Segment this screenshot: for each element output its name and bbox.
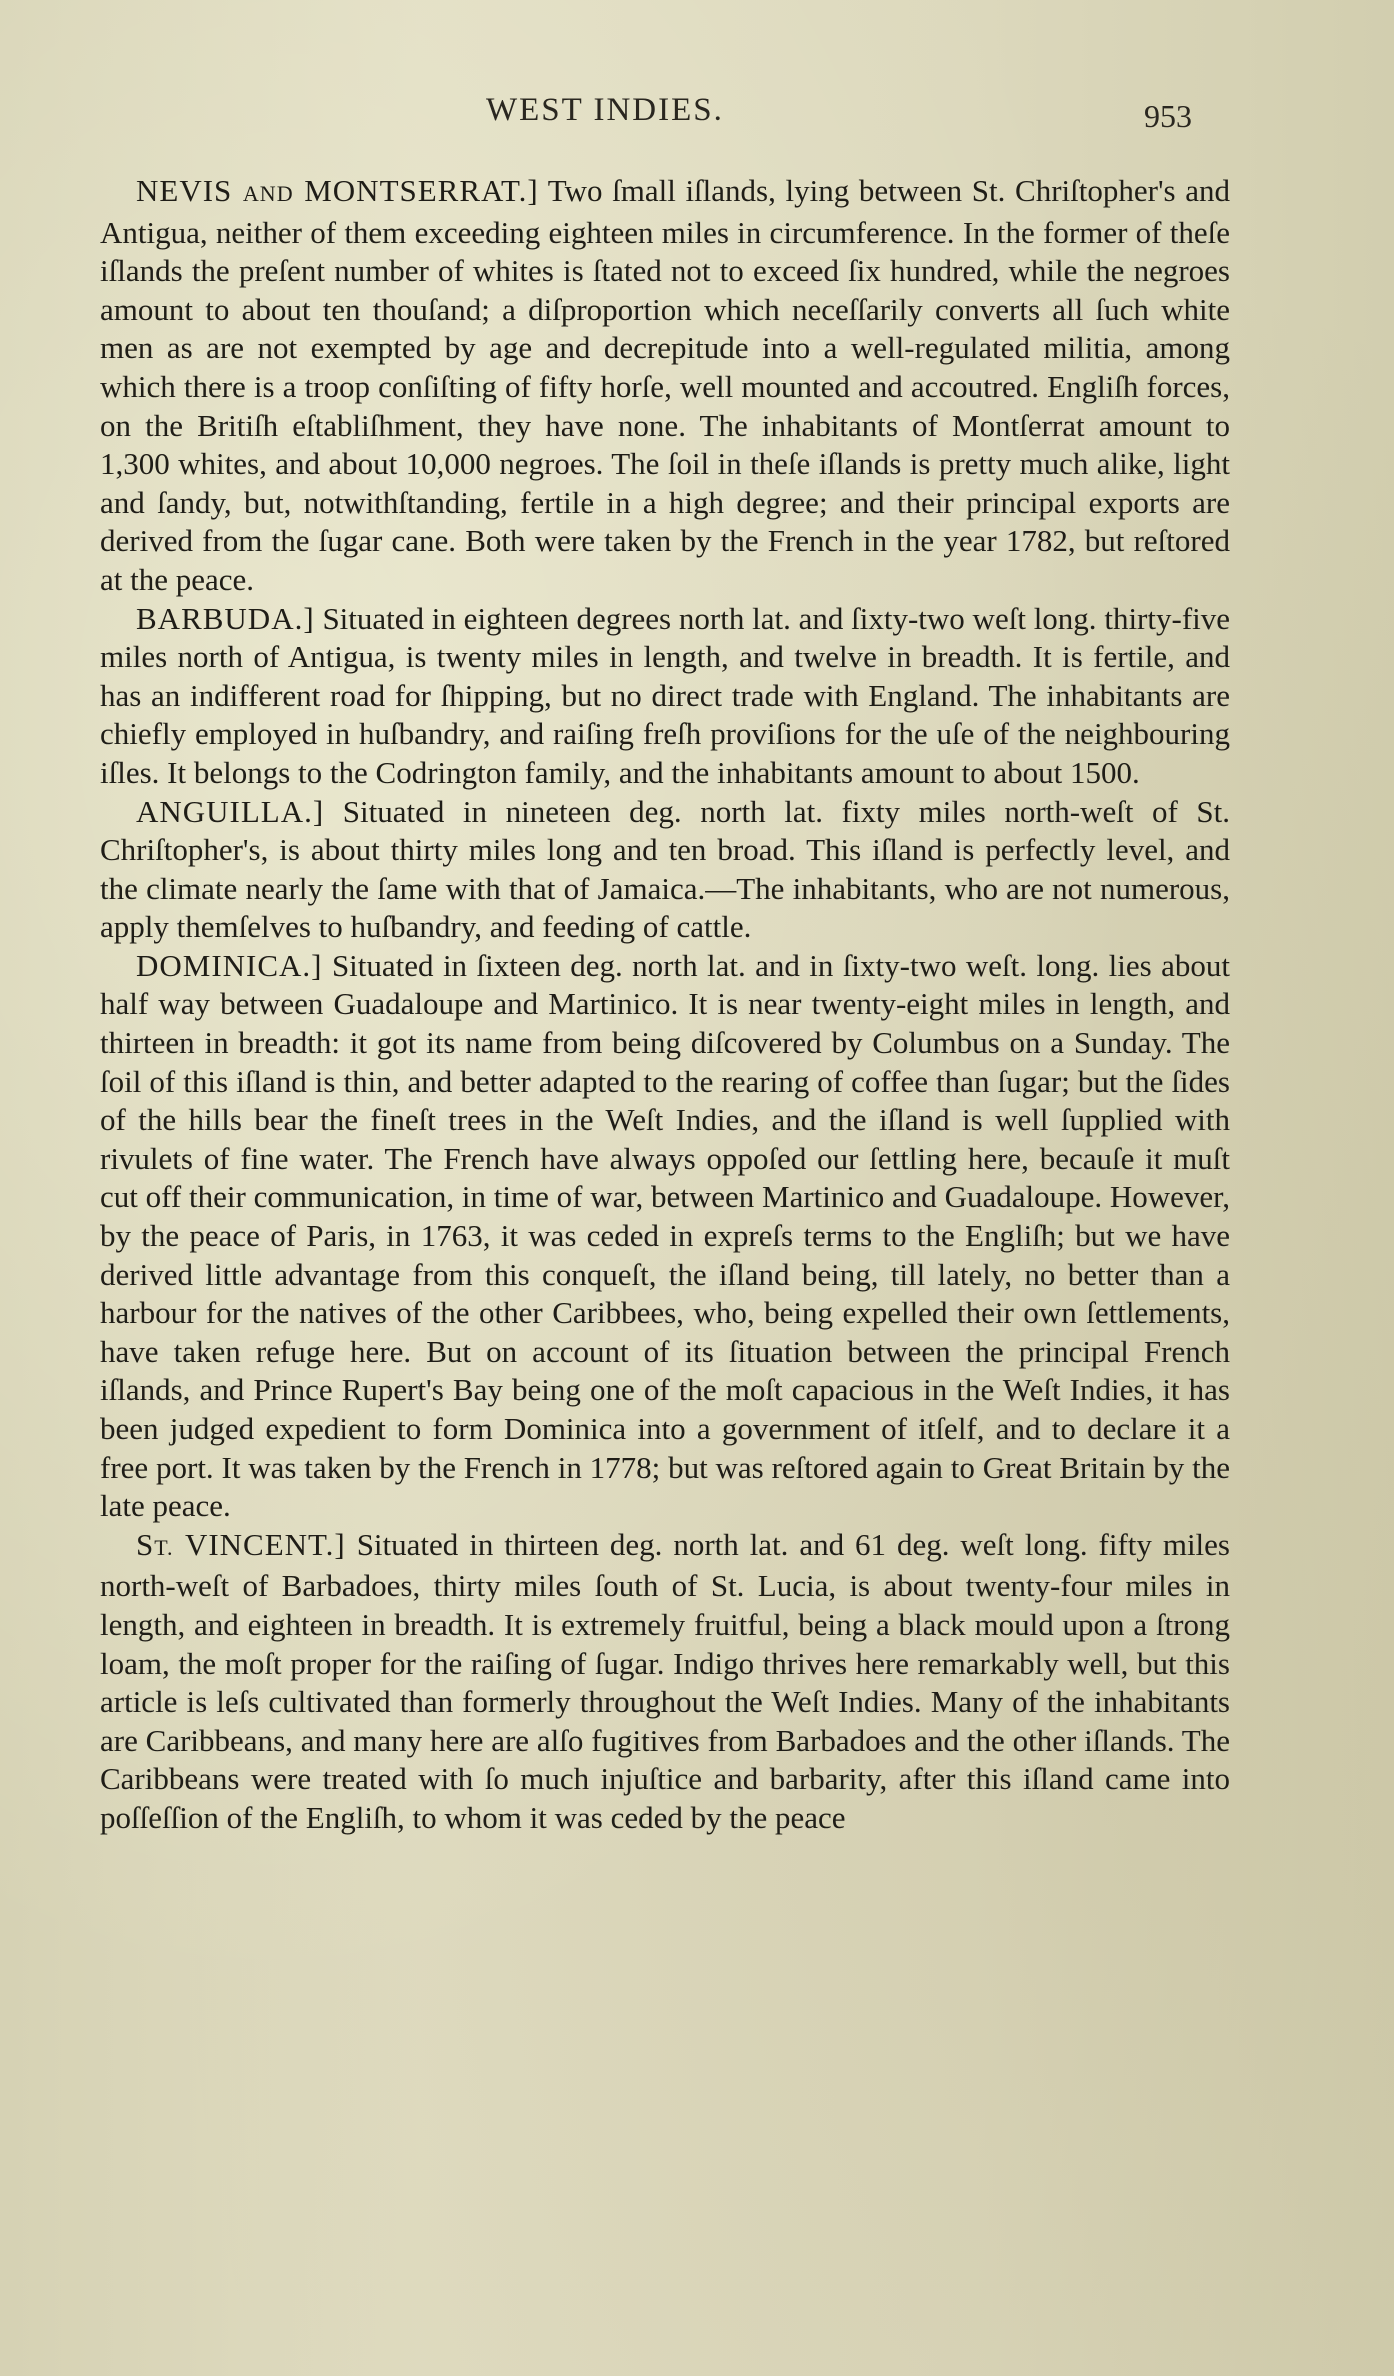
paragraph-st-vincent (100, 1526, 1230, 1838)
paragraph-body: Situated in eighteen degrees north lat. and ſixty-two weſt long. thirty-five miles north of Antigua, is twenty miles in length, and twelve in breadth. It is fertile, and has an indifferent road for ſhipping, but no direct trade with England. The inhabitants are chiefly employed in huſbandry, and raiſing freſh proviſions for the uſe of the neighbouring iſles. It belongs to the Codrington family, and the inhabitants amount to about 1500. (100, 600, 1231, 790)
paragraph-dominica (100, 947, 1230, 1526)
paragraph-body: Situated in ſixteen deg. north lat. and in ſixty-two weſt. long. lies about half way between Guadaloupe and Martinico. It is near twenty-eight miles in length, and thirteen in breadth: it got its name from being diſcovered by Columbus on a Sunday. The ſoil of this iſland is thin, and better adapted to the rearing of coffee than ſugar; but the ſides of the hills bear the fineſt trees in the Weſt Indies, and the iſland is well ſupplied with rivulets of fine water. The French have always oppoſed our ſettling here, becauſe it muſt cut off their communication, in time of war, between Martinico and Guadaloupe. However, by the peace of Paris, in 1763, it was ceded in expreſs terms to the Engliſh; but we have derived little advantage from this conqueſt, the iſland being, till lately, no better than a harbour for the natives of the other Caribbees, who, being expelled their own ſettlements, have taken refuge here. But on account of its ſituation between the principal French iſlands, and Prince Rupert's Bay being one of the moſt capacious in the Weſt Indies, it has been judged expedient to form Dominica into a government of itſelf, and to declare it a free port. It was taken by the French in 1778; but was reſtored again to Great Britain by the late peace. (100, 947, 1231, 1524)
section-heading-st-vincent: ST. VINCENT.] (136, 1526, 346, 1562)
section-heading-barbuda: BARBUDA.] (136, 600, 315, 636)
paragraph-body: Situated in nineteen deg. north lat. fixty miles north-weſt of St. Chriſtopher's, is about thirty miles long and ten broad. This iſland is perfectly level, and the climate nearly the ſame with that of Jamaica.—The inhabitants, who are not numerous, apply themſelves to huſbandry, and feeding of cattle. (100, 793, 1230, 945)
section-heading-anguilla: ANGUILLA.] (136, 793, 325, 829)
section-heading-nevis-montserrat: NEVIS AND MONTSERRAT.] (136, 173, 539, 208)
page-number: 953 (1144, 98, 1192, 134)
paragraph-body: Situated in thirteen deg. north lat. and 61 deg. weſt long. fifty miles north-weſt of Barbadoes, thirty miles ſouth of St. Lucia, is about twenty-four miles in length, and eighteen in breadth. It is extremely fruitful, being a black mould upon a ſtrong loam, the moſt proper for the raiſing of ſugar. Indigo thrives here remarkably well, but this article is leſs cultivated than formerly throughout the Weſt Indies. Many of the inhabitants are Caribbeans, and many here are alſo fugitives from Barbadoes and the other iſlands. The Caribbeans were treated with ſo much injuſtice and barbarity, after this iſland came into poſſeſſion of the Engliſh, to whom it was ceded by the peace (100, 1526, 1230, 1835)
paragraph-body: Two ſmall iſlands, lying between St. Chriſtopher's and Antigua, neither of them exceeding eighteen miles in circumference. In the former of theſe iſlands the preſent number of whites is ſtated not to exceed ſix hundred, while the negroes amount to about ten thouſand; a diſproportion which neceſſarily converts all ſuch white men as are not exempted by age and decrepitude into a well-regulated militia, among which there is a troop conſiſting of fifty horſe, well mounted and accoutred. Engliſh forces, on the Britiſh eſtabliſhment, they have none. The inhabitants of Montſerrat amount to 1,300 whites, and about 10,000 negroes. The ſoil in theſe iſlands is pretty much alike, light and ſandy, but, notwithſtanding, fertile in a high degree; and their principal exports are derived from the ſugar cane. Both were taken by the French in the year 1782, but reſtored at the peace. (100, 173, 1230, 597)
section-heading-dominica: DOMINICA.] (136, 947, 323, 983)
paragraph-anguilla (100, 793, 1230, 947)
running-head: WEST INDIES. (486, 92, 724, 128)
body-text (100, 172, 1230, 1838)
paragraph-barbuda (100, 600, 1230, 793)
paragraph-nevis-montserrat (100, 172, 1230, 600)
